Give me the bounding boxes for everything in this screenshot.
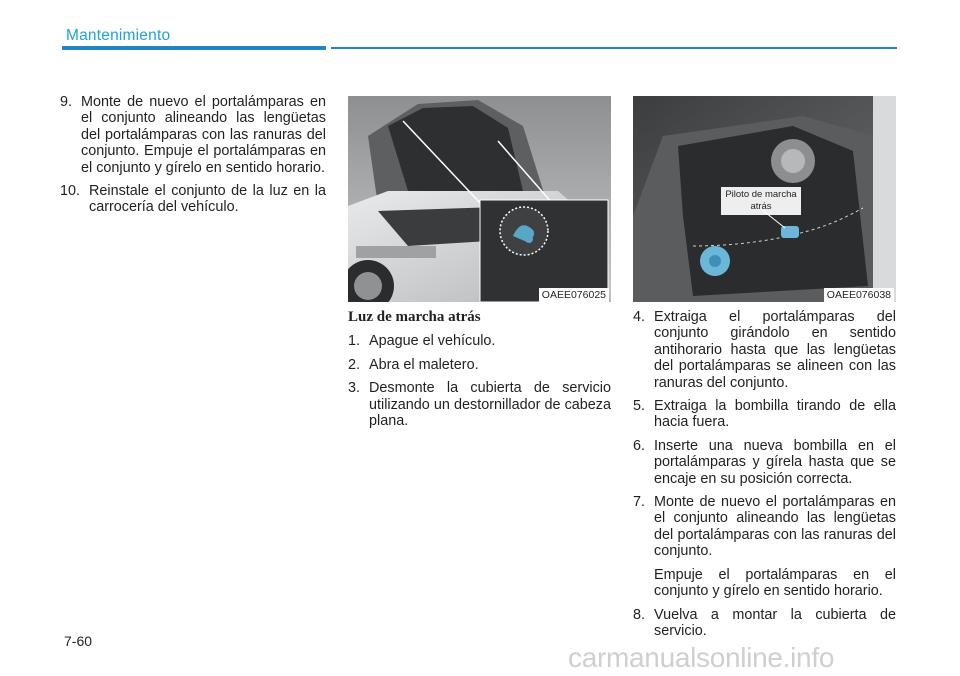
step-10 bbox=[60, 183, 326, 216]
figure-tailgate-open bbox=[348, 96, 611, 302]
step-number: 2. bbox=[348, 356, 361, 373]
step-3 bbox=[348, 380, 611, 429]
site-watermark: carmanualsonline.info bbox=[568, 642, 835, 673]
column-right bbox=[633, 309, 896, 646]
step-1 bbox=[348, 333, 611, 349]
step-number: 10. bbox=[60, 183, 81, 200]
figure-lamp-assembly bbox=[633, 96, 896, 302]
step-text: Abra el maletero. bbox=[369, 356, 479, 373]
step-2 bbox=[348, 357, 611, 373]
reverse-lamp-callout: Piloto de marcha atrás bbox=[721, 187, 801, 215]
car-tailgate-illustration bbox=[348, 96, 611, 302]
step-number: 5. bbox=[633, 398, 646, 415]
step-text: Inserte una nueva bombilla en el portalámparas y gírela hasta que se encaje en su posición correcta. bbox=[654, 437, 896, 487]
step-number: 7. bbox=[633, 494, 646, 511]
step-text: Reinstale el conjunto de la luz en la carrocería del vehículo. bbox=[89, 183, 326, 216]
step-number: 1. bbox=[348, 333, 361, 350]
header-rule-thin bbox=[331, 47, 897, 49]
step-text: Desmonte la cubierta de servicio utilizando un destornillador de cabeza plana. bbox=[369, 380, 611, 430]
figure-code: OAEE076025 bbox=[539, 288, 609, 302]
page-number: 7-60 bbox=[64, 633, 93, 649]
subsection-heading: Luz de marcha atrás bbox=[348, 309, 481, 325]
header-rule-thick bbox=[62, 46, 326, 50]
figure-code: OAEE076038 bbox=[824, 288, 894, 302]
step-7-note: Empuje el portalámparas en el conjunto y gírelo en sentido horario. bbox=[654, 566, 896, 600]
step-text: Monte de nuevo el portalámparas en el conjunto alineando las lengüetas del portalámparas con las ranuras del conjunto. Empuje el portalámparas en el conjunto y gírelo en sentido horario. bbox=[81, 94, 326, 176]
step-text: Extraiga el portalámparas del conjunto girándolo en sentido antihorario hasta que las lengüetas del portalámparas se alineen con las ranuras del conjunto. bbox=[654, 309, 896, 391]
step-9 bbox=[60, 94, 326, 176]
step-5 bbox=[633, 398, 896, 431]
step-number: 9. bbox=[60, 94, 73, 110]
step-text: Vuelva a montar la cubierta de servicio. bbox=[654, 606, 896, 639]
step-number: 6. bbox=[633, 437, 646, 454]
step-number: 4. bbox=[633, 309, 646, 325]
step-4 bbox=[633, 309, 896, 391]
step-text: Monte de nuevo el portalámparas en el conjunto alineando las lengüetas del portalámparas con las ranuras del conjunto. bbox=[654, 494, 896, 560]
step-text: Extraiga la bombilla tirando de ella hacia fuera. bbox=[654, 398, 896, 431]
column-middle bbox=[348, 309, 611, 436]
column-left bbox=[60, 94, 326, 223]
step-number: 3. bbox=[348, 380, 361, 397]
step-6 bbox=[633, 438, 896, 487]
step-number: 8. bbox=[633, 606, 646, 623]
step-7 bbox=[633, 494, 896, 560]
step-text: Apague el vehículo. bbox=[369, 333, 496, 350]
step-8 bbox=[633, 607, 896, 640]
section-title: Mantenimiento bbox=[66, 27, 171, 44]
